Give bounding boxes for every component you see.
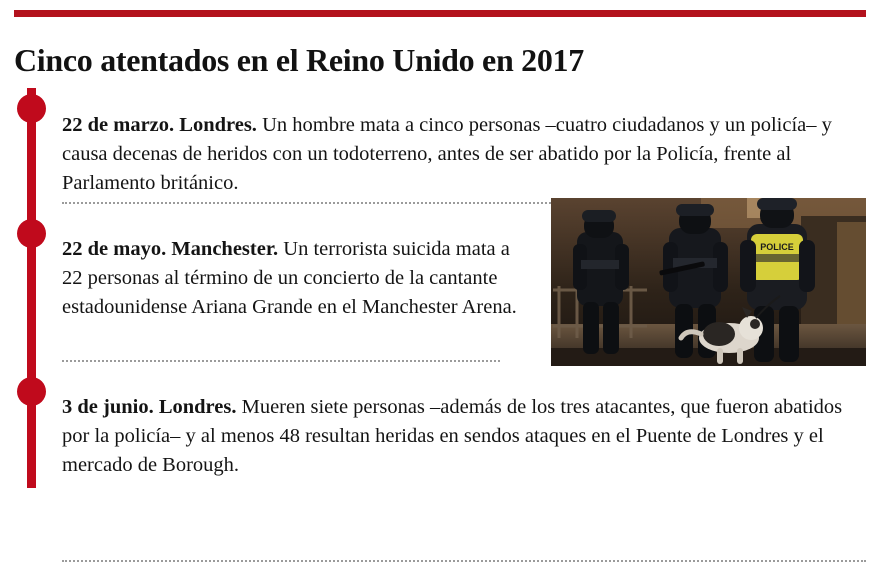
entry-body: Mueren siete personas –además de los tres atacantes, que fueron abatidos por la policía– y al menos 48 resultan heridas en sendos ataques en el Puente de Londres y el mercado de Borough.	[62, 395, 843, 476]
entry-body: Un terrorista suicida mata a 22 personas al término de un concierto de la cantante estadounidense Ariana Grande en el Manchester Arena.	[62, 237, 517, 318]
page-title: Cinco atentados en el Reino Unido en 2017	[14, 42, 584, 79]
entry-date-place: 3 de junio. Londres.	[62, 395, 237, 418]
entry-divider	[62, 360, 500, 362]
vest-police-text: POLICE	[760, 242, 794, 252]
entry-paragraph	[62, 393, 862, 480]
timeline-entry	[0, 214, 560, 342]
entry-date-place: 22 de mayo. Manchester.	[62, 237, 279, 260]
entry-paragraph	[62, 235, 522, 322]
timeline-entry	[0, 372, 880, 500]
top-rule-divider	[14, 10, 866, 17]
timeline-dot-icon	[17, 377, 46, 406]
timeline-dot-icon	[17, 219, 46, 248]
entry-paragraph	[62, 111, 862, 198]
police-photo-illustration	[551, 198, 866, 366]
timeline-dot-icon	[17, 94, 46, 123]
entry-date-place: 22 de marzo. Londres.	[62, 113, 257, 136]
police-photo	[551, 198, 866, 366]
entry-body: Un hombre mata a cinco personas –cuatro ciudadanos y un policía– y causa decenas de heridos con un todoterreno, antes de ser abatido por la Policía, frente al Parlamento británico.	[62, 113, 832, 194]
